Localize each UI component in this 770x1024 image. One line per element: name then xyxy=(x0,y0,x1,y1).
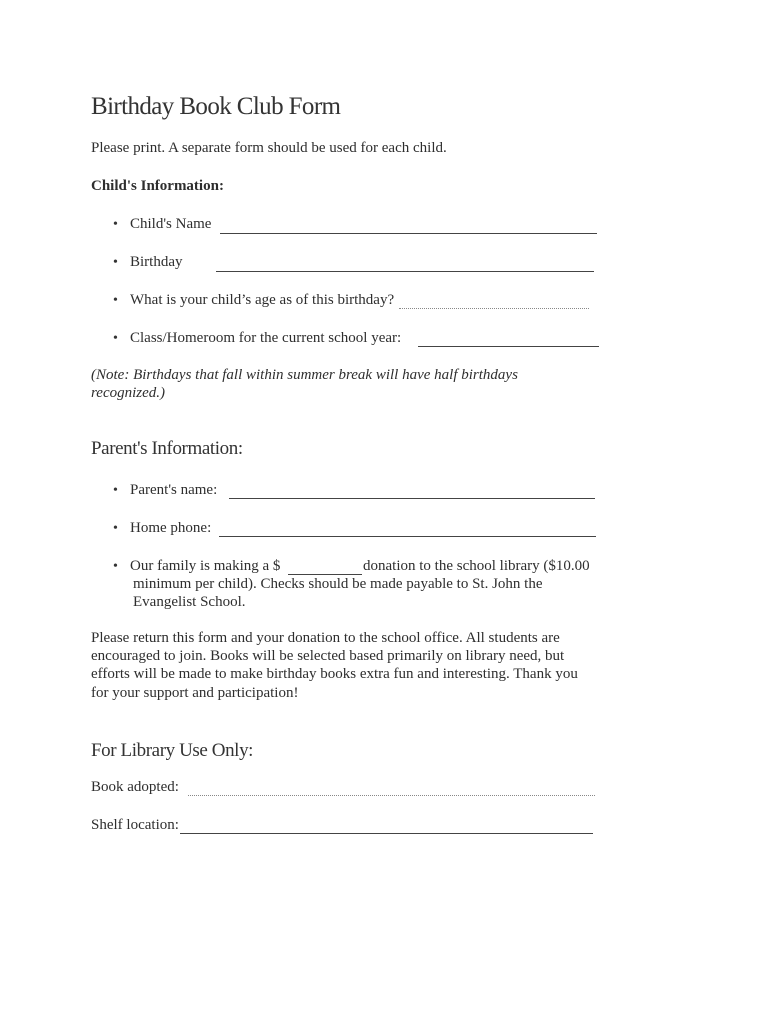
donation-amount-field[interactable] xyxy=(288,574,362,575)
donation-line-3: Evangelist School. xyxy=(133,594,246,610)
childs-name-label: Child's Name xyxy=(130,216,212,232)
closing-line-4: for your support and participation! xyxy=(91,685,299,701)
note-line-1: (Note: Birthdays that fall within summer break will have half birthdays xyxy=(91,367,518,383)
closing-line-2: encouraged to join. Books will be selected based primarily on library need, but xyxy=(91,648,565,664)
childs-name-field[interactable] xyxy=(220,233,597,234)
library-section-heading: For Library Use Only: xyxy=(91,740,254,761)
home-phone-field[interactable] xyxy=(219,536,596,537)
bullet-icon: • xyxy=(113,521,118,536)
bullet-icon: • xyxy=(113,293,118,308)
child-age-field[interactable] xyxy=(399,308,589,309)
note-line-2: recognized.) xyxy=(91,385,166,401)
child-age-label: What is your child’s age as of this birthday? xyxy=(130,292,395,308)
donation-line-2: minimum per child). Checks should be made payable to St. John the xyxy=(133,576,543,592)
birthday-field[interactable] xyxy=(216,271,594,272)
bullet-icon: • xyxy=(113,559,118,574)
book-adopted-field[interactable] xyxy=(188,795,595,796)
parent-section-heading: Parent's Information: xyxy=(91,438,243,459)
shelf-location-field[interactable] xyxy=(180,833,593,834)
homeroom-label: Class/Homeroom for the current school year: xyxy=(130,330,402,346)
parents-name-field[interactable] xyxy=(229,498,595,499)
bullet-icon: • xyxy=(113,217,118,232)
donation-suffix: donation to the school library ($10.00 xyxy=(363,558,590,574)
donation-prefix: Our family is making a $ xyxy=(130,558,281,574)
instructions-text: Please print. A separate form should be used for each child. xyxy=(91,140,447,156)
book-adopted-label: Book adopted: xyxy=(91,779,179,795)
home-phone-label: Home phone: xyxy=(130,520,212,536)
closing-line-1: Please return this form and your donation to the school office. All students are xyxy=(91,630,560,646)
birthday-label: Birthday xyxy=(130,254,183,270)
form-title: Birthday Book Club Form xyxy=(91,93,341,120)
homeroom-field[interactable] xyxy=(418,346,599,347)
parents-name-label: Parent's name: xyxy=(130,482,218,498)
bullet-icon: • xyxy=(113,331,118,346)
shelf-location-label: Shelf location: xyxy=(91,817,179,833)
bullet-icon: • xyxy=(113,255,118,270)
child-section-heading: Child's Information: xyxy=(91,178,224,194)
closing-line-3: efforts will be made to make birthday books extra fun and interesting. Thank you xyxy=(91,666,578,682)
bullet-icon: • xyxy=(113,483,118,498)
